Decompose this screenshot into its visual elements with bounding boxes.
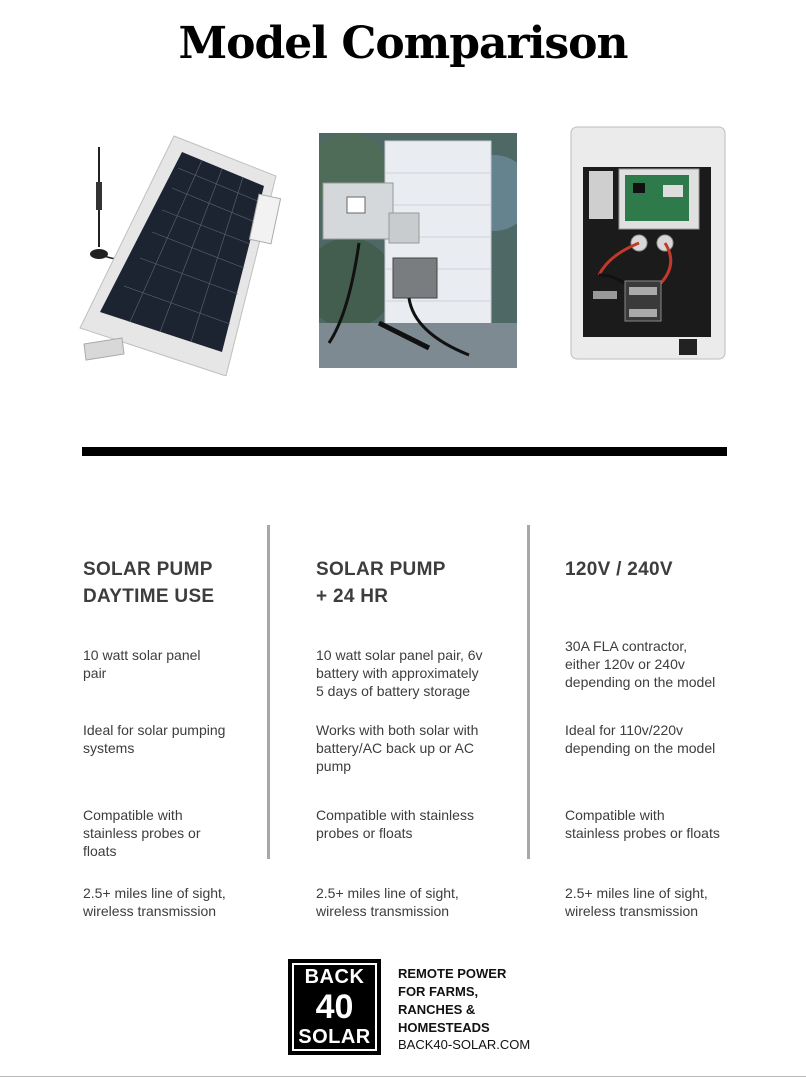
tagline-line: RANCHES & [398, 1002, 476, 1017]
feature-compatibility: Compatible with stainless probes or floats [316, 807, 474, 841]
logo-text-back: BACK [304, 966, 365, 988]
back40-solar-logo [288, 959, 381, 1055]
feature-solar-panel: 10 watt solar panel pair [83, 647, 201, 681]
feature-compatibility: Compatible with stainless probes or floats [83, 807, 201, 859]
model-heading [83, 556, 263, 610]
feature-solar-panel: 10 watt solar panel pair, 6v battery with approximately 5 days of battery storage [316, 647, 483, 699]
section-divider-rule [82, 447, 727, 456]
feature-contactor: 30A FLA contractor, either 120v or 240v depending on the model [565, 638, 716, 690]
solar-panel-with-antenna-photo [76, 132, 284, 376]
tagline-line: HOMESTEADS [398, 1020, 490, 1035]
model-heading-line1: SOLAR PUMP [316, 559, 446, 580]
feature-ideal-for: Ideal for solar pumping systems [83, 722, 226, 756]
model-heading [565, 556, 755, 583]
logo-text-40: 40 [315, 988, 354, 1026]
model-column-daytime [83, 556, 263, 919]
column-divider-1 [267, 525, 270, 859]
page-bottom-line [0, 1076, 806, 1077]
model-column-24hr [316, 556, 516, 919]
tagline-line: REMOTE POWER [398, 966, 507, 981]
feature-ideal-for: Works with both solar with battery/AC back up or AC pump [316, 722, 479, 774]
model-heading-line1: 120V / 240V [565, 559, 673, 580]
model-heading-line1: SOLAR PUMP [83, 559, 213, 580]
feature-range: 2.5+ miles line of sight, wireless transmission [316, 885, 459, 919]
feature-ideal-for: Ideal for 110v/220v depending on the model [565, 722, 716, 756]
tagline-line: FOR FARMS, [398, 984, 479, 999]
logo-text-solar: SOLAR [298, 1026, 371, 1048]
model-heading [316, 556, 516, 610]
solar-panel-mounted-box-photo [319, 133, 517, 368]
feature-range: 2.5+ miles line of sight, wireless transmission [565, 885, 708, 919]
model-heading-line2: DAYTIME USE [83, 586, 215, 607]
column-divider-2 [527, 525, 530, 859]
control-box-interior-photo [569, 125, 727, 368]
feature-range: 2.5+ miles line of sight, wireless transmission [83, 885, 226, 919]
model-heading-line2: + 24 HR [316, 586, 389, 607]
footer-website-link[interactable]: BACK40-SOLAR.COM [398, 1037, 531, 1052]
page-title: Model Comparison [178, 18, 628, 69]
footer-tagline [398, 965, 506, 1037]
feature-compatibility: Compatible with stainless probes or floats [565, 807, 720, 841]
model-column-120v-240v [565, 556, 755, 919]
